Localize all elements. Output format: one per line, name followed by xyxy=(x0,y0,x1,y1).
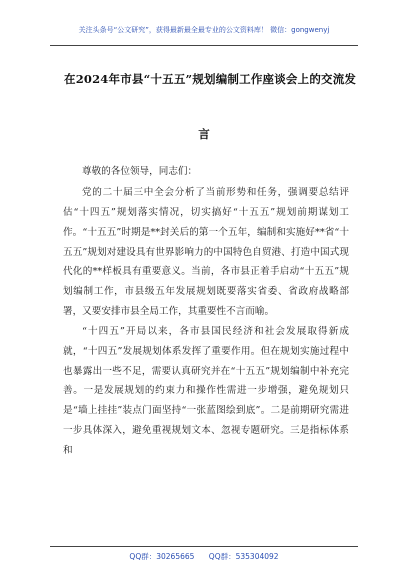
footer-qq-group-1: QQ群：30265665 xyxy=(129,552,195,561)
header-note: 关注头条号“公文研究”，获得最新最全最专业的公文资料库！ 微信：gongwenyj xyxy=(78,26,330,34)
greeting: 尊敬的各位领导，同志们： xyxy=(82,166,198,177)
footer-qq-group-2: QQ群：535304092 xyxy=(208,552,279,561)
paragraph-1: 党的二十届三中全会分析了当前形势和任务，强调要总结评估“十四五”规划落实情况，切实搞好“十五五”规划前期谋划工作。“十五五”时期是**封关后的第一个五年，编制和实施好**省“十五五”规划对建设具有世界影响力的中国特色自贸港、打造中国式现代化的**样板具有重要意义。当前，各市县正着手启动“十五五”规划编制工作，市县级五年发展规划既要落实省委、省政府战略部署，又要安排市县全局工作，其重要性不言而喻。 xyxy=(63,187,349,318)
document-title-line2: 言 xyxy=(198,127,210,141)
footer xyxy=(0,551,408,562)
document-body xyxy=(63,164,349,461)
paragraph-2: “十四五”开局以来，各市县国民经济和社会发展取得新成就，“十四五”发展规划体系发挥了重要作用。但在规划实施过程中也暴露出一些不足，需要认真研究并在“十五五”规划编制中补充完善。一是发展规划的约束力和操作性需进一步增强，避免规划只是“墙上挂挂”装点门面坚持“一张蓝图绘到底”。二是前期研究需进一步具体深入，避免重视规划文本、忽视专题研究。三是指标体系和 xyxy=(63,325,349,456)
header-divider xyxy=(50,45,358,46)
footer-divider xyxy=(50,546,358,547)
document-title-line1: 在2024年市县“十五五”规划编制工作座谈会上的交流发 xyxy=(64,72,357,86)
